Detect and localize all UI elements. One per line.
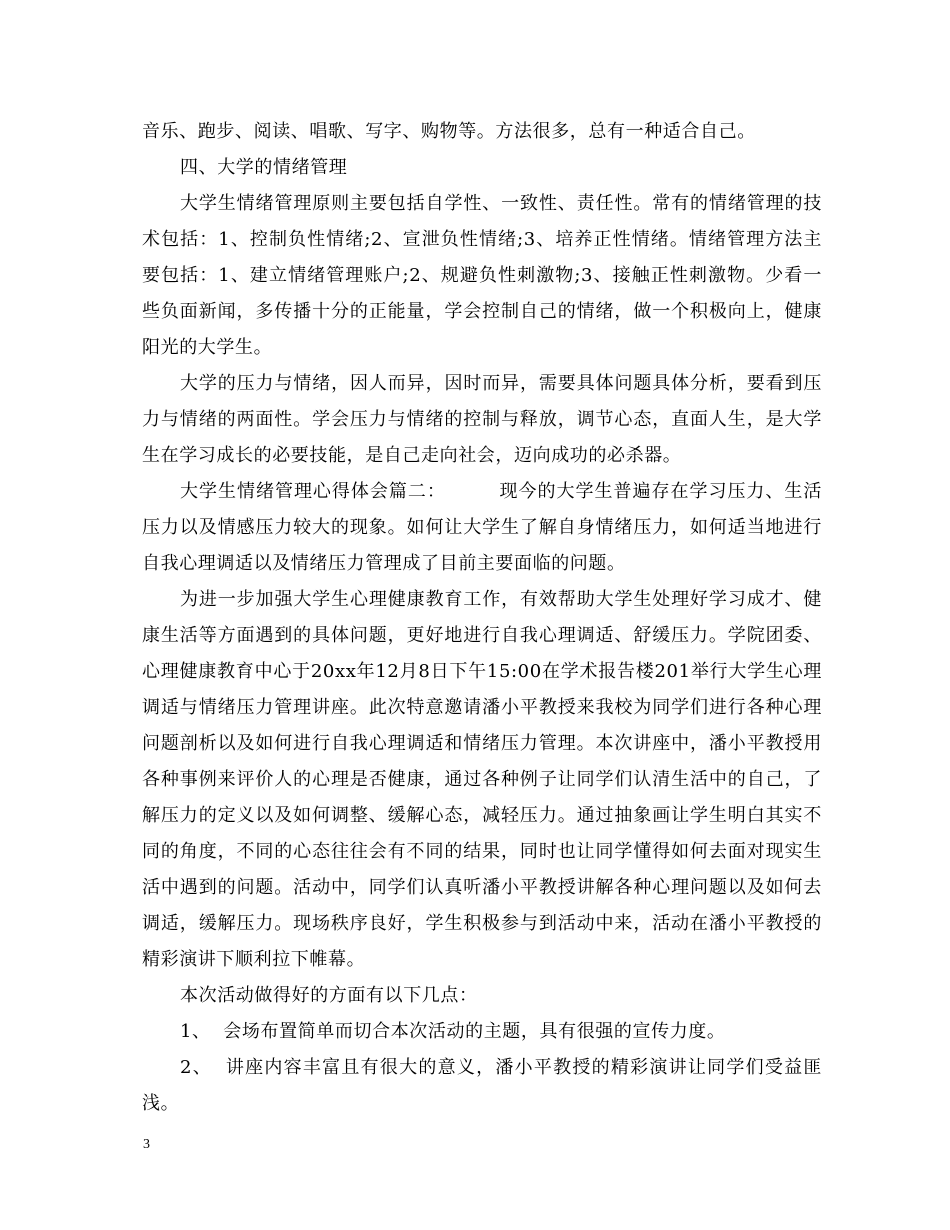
- paragraph-4: 大学的压力与情绪，因人而异，因时而异，需要具体问题具体分析，要看到压力与情绪的两面性。学会压力与情绪的控制与释放，调节心态，直面人生，是大学生在学习成长的必要技能，是自己走向社会，迈向成功的必杀器。: [142, 373, 822, 466]
- paragraph-1: 音乐、跑步、阅读、唱歌、写字、购物等。方法很多，总有一种适合自己。: [142, 121, 756, 142]
- paragraph-6: 为进一步加强大学生心理健康教育工作，有效帮助大学生处理好学习成才、健康生活等方面遇到的具体问题，更好地进行自我心理调适、舒缓压力。学院团委、心理健康教育中心于20xx年12月8日下午15:00在学术报告楼201举行大学生心理调适与情绪压力管理讲座。此次特意邀请潘小平教授来我校为同学们进行各种心理问题剖析以及如何进行自我心理调适和情绪压力管理。本次讲座中，潘小平教授用各种事例来评价人的心理是否健康，通过各种例子让同学们认清生活中的自己，了解压力的定义以及如何调整、缓解心态，减轻压力。通过抽象画让学生明白其实不同的角度，不同的心态往往会有不同的结果，同时也让同学懂得如何去面对现实生活中遇到的问题。活动中，同学们认真听潘小平教授讲解各种心理问题以及如何去调适，缓解压力。现场秩序良好，学生积极参与到活动中来，活动在潘小平教授的精彩演讲下顺利拉下帷幕。: [142, 589, 822, 970]
- paragraph-5: 大学生情绪管理心得体会篇二： 现今的大学生普遍存在学习压力、生活压力以及情感压力较大的现象。如何让大学生了解自身情绪压力，如何适当地进行自我心理调适以及情绪压力管理成了目前主要面临的问题。: [142, 481, 822, 574]
- list-item-1: 1、 会场布置简单而切合本次活动的主题，具有很强的宣传力度。: [180, 1021, 726, 1042]
- paragraph-7: 本次活动做得好的方面有以下几点：: [180, 985, 478, 1006]
- list-item-2: 2、 讲座内容丰富且有很大的意义，潘小平教授的精彩演讲让同学们受益匪浅。: [142, 1057, 822, 1114]
- section-heading: 四、大学的情绪管理: [180, 157, 348, 178]
- document-body: [142, 114, 822, 1122]
- page-number: 3: [143, 1137, 150, 1152]
- paragraph-3: 大学生情绪管理原则主要包括自学性、一致性、责任性。常有的情绪管理的技术包括：1、控制负性情绪;2、宣泄负性情绪;3、培养正性情绪。情绪管理方法主要包括：1、建立情绪管理账户;2、规避负性刺激物;3、接触正性刺激物。少看一些负面新闻，多传播十分的正能量，学会控制自己的情绪，做一个积极向上，健康阳光的大学生。: [142, 193, 822, 358]
